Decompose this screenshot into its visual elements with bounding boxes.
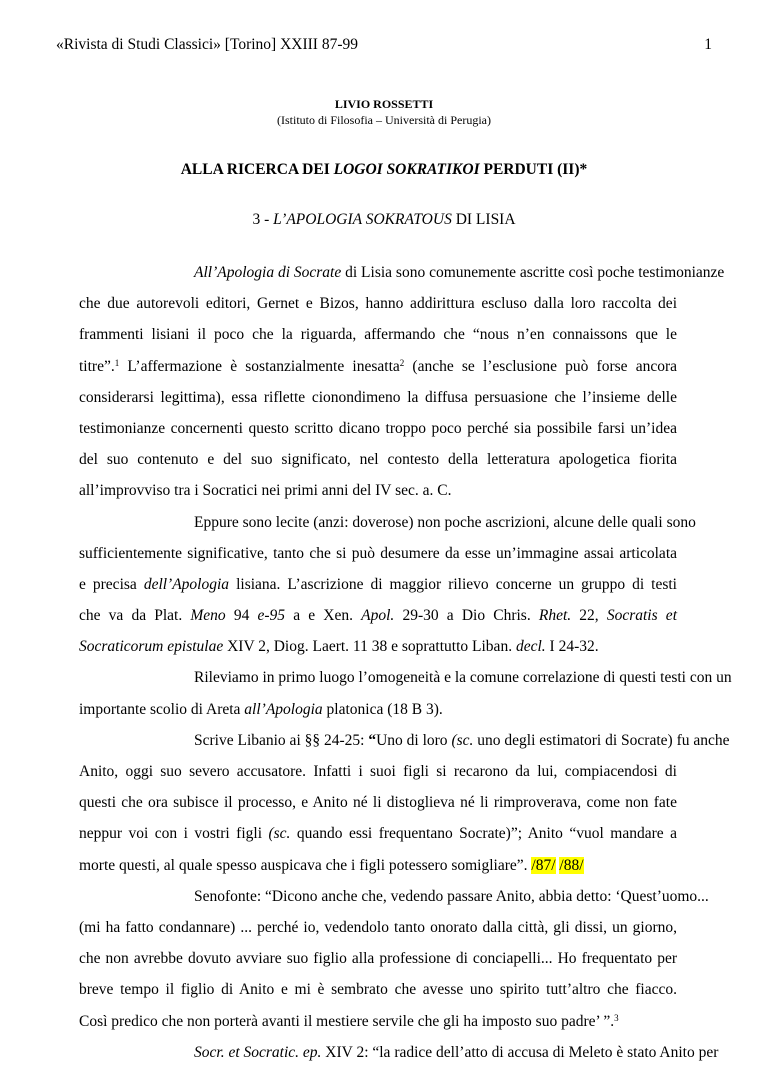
article-title: ALLA RICERCA DEI LOGOI SOKRATIKOI PERDUTI (II)* [180,161,588,178]
author-affiliation: (Istituto di Filosofia – Università di Perugia) [277,113,491,127]
journal-citation: «Rivista di Studi Classici» [Torino] XXIII 87-99 [56,36,359,53]
paragraph-line: morte questi, al quale spesso auspicava che i figli potessero somigliare”. /87/ /88/ [79,856,584,874]
author-name: LIVIO ROSSETTI [334,97,434,111]
page-marker: /88/ [559,856,584,874]
page-marker: /87/ [531,856,556,874]
section-heading: 3 - L’APOLOGIA SOKRATOUS DI LISIA [252,211,516,228]
paragraph-line: neppur voi con i vostri figli (sc. quando essi frequentano Socrate)”; Anito “vuol mandare a [79,825,677,843]
paragraph-line: del suo contenuto e del suo significato, nel contesto della letteratura apologetica fiorita [79,451,677,469]
paragraph-line: sufficientemente significative, tanto che si può desumere da esse un’immagine assai articolata [79,544,677,562]
paragraph-line: Socraticorum epistulae XIV 2, Diog. Laert. 11 38 e soprattutto Liban. decl. I 24-32. [79,638,599,656]
paragraph-line: importante scolio di Areta all’Apologia platonica (18 B 3). [79,700,443,718]
footnote-ref: 1 [114,357,120,368]
paragraph-line: titre”.$^1$ L’affermazione è sostanzialmente inesatta$^2$ (anche se l’esclusione può forse ancora [79,357,677,375]
paragraph-line: Anito, oggi suo severo accusatore. Infatti i suoi figli si recarono da lui, compiacendosi di [79,763,677,780]
paragraph-line: considerarsi legittima), essa riflette cionondimeno la diffusa persuasione che l’insieme delle [79,388,677,406]
footnote-ref: 2 [399,357,405,368]
paragraph-line: Eppure sono lecite (anzi: doverose) non poche ascrizioni, alcune delle quali sono [194,513,696,531]
footnote-ref: 3 [614,1012,619,1023]
paragraph-line: breve tempo il figlio di Anito e mi è sembrato che avesse uno spirito tutt’altro che fiacco. [79,981,677,999]
paragraph-line: Rileviamo in primo luogo l’omogeneità e la comune correlazione di questi testi con un [194,669,732,687]
paragraph-line: Scrive Libanio ai §§ 24-25: “Uno di loro (sc. uno degli estimatori di Socrate) fu anche [194,731,730,749]
running-header [56,36,712,58]
paragraph-line: e precisa dell’Apologia lisiana. L’ascrizione di maggior rilievo concerne un gruppo di testi [79,575,677,593]
body-text [79,257,732,1068]
paragraph-line: Senofonte: “Dicono anche che, vedendo passare Anito, abbia detto: ‘Quest’uomo... [194,887,709,905]
paragraph-line: che due autorevoli editori, Gernet e Bizos, hanno addirittura escluso dalla loro raccolta dei [79,295,677,313]
paragraph-line: frammenti lisiani il poco che la riguarda, affermando che “nous n’en connaissons que le [79,326,677,344]
paragraph-line: che non avrebbe dovuto avviare suo figlio alla professione di conciapelli... Ho frequentato per [79,950,677,968]
paragraph-line: questi che ora subisce il processo, e Anito né li distoglieva né li rimproverava, come non fate [79,794,677,812]
paragraph-line: che va da Plat. Meno 94 e-95 a e Xen. Apol. 29-30 a Dio Chris. Rhet. 22, Socratis et [79,607,677,625]
paragraph-line: (mi ha fatto condannare) ... perché io, vedendolo tanto onorato dalla città, gli dissi, un giorno, [79,918,677,936]
paragraph-line: testimonianze concernenti questo scritto dicano troppo poco perché sia possibile farsi un’idea [79,419,677,437]
paragraph-line: all’improvviso tra i Socratici nei primi anni del IV sec. a. C. [79,482,452,500]
paragraph-line: Socr. et Socratic. ep. XIV 2: “la radice dell’atto di accusa di Meleto è stato Anito per [194,1043,719,1061]
paragraph-line: All’Apologia di Socrate di Lisia sono comunemente ascritte così poche testimonianze [194,264,725,281]
page-number: 1 [704,36,712,53]
paragraph-line: Così predico che non porterà avanti il mestiere servile che gli ha imposto suo padre’ ”.$^3$ [79,1012,619,1030]
